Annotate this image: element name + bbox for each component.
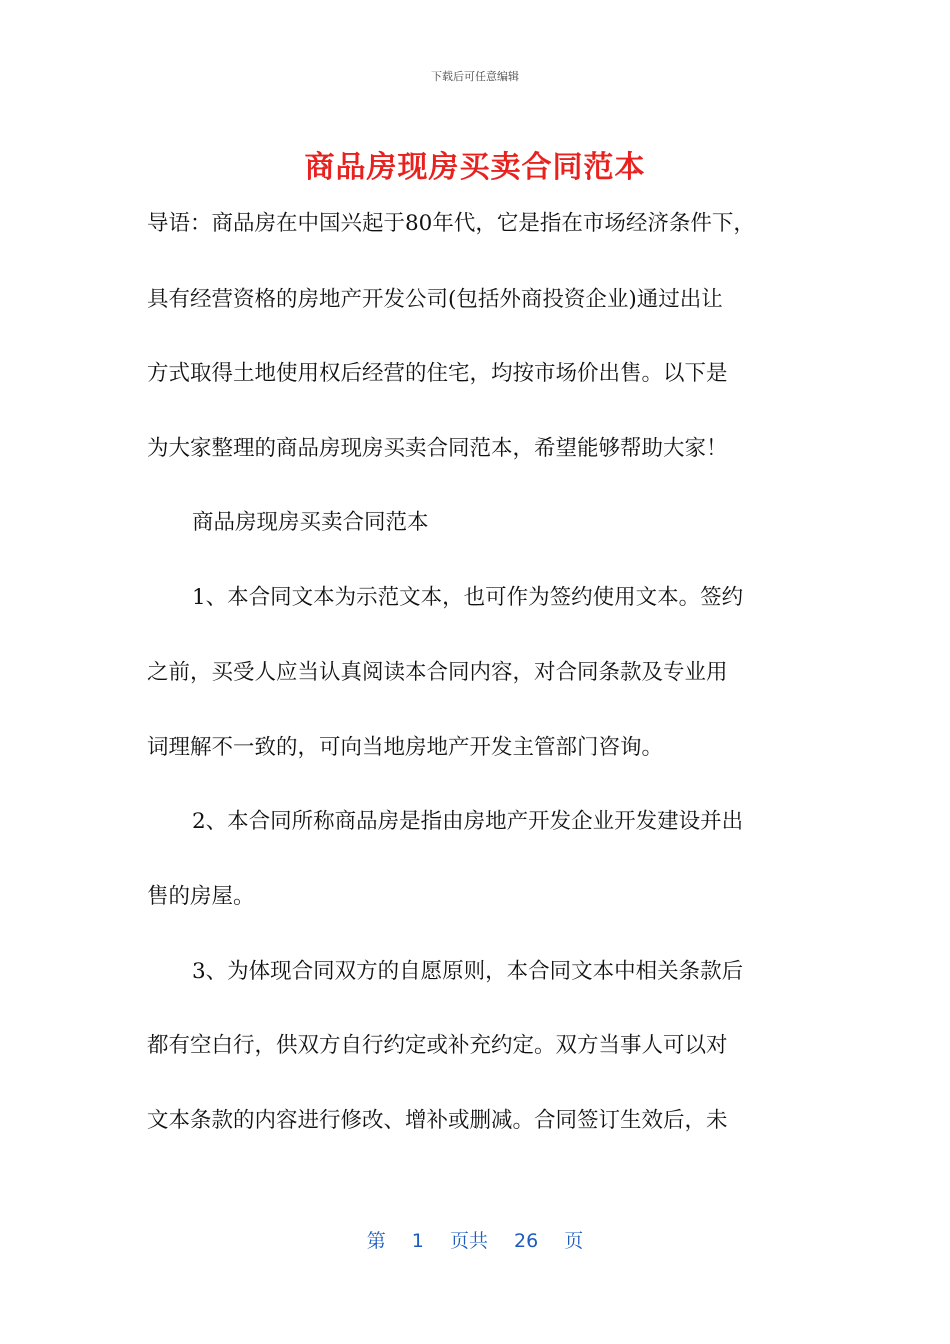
clause-3-line-3: 文本条款的内容进行修改、增补或删减。合同签订生效后，未 [147, 1108, 728, 1133]
intro-line-4: 为大家整理的商品房现房买卖合同范本，希望能够帮助大家！ [147, 436, 728, 461]
intro-line-2: 具有经营资格的房地产开发公司(包括外商投资企业)通过出让 [147, 287, 723, 312]
page-header-note: 下载后可任意编辑 [431, 70, 519, 83]
intro-line-3: 方式取得土地使用权后经营的住宅，均按市场价出售。以下是 [147, 361, 728, 386]
page-number: 1 [411, 1230, 424, 1252]
clause-3-line-1: 3、为体现合同双方的自愿原则，本合同文本中相关条款后 [192, 959, 744, 984]
clause-1-line-3: 词理解不一致的，可向当地房地产开发主管部门咨询。 [147, 735, 664, 760]
intro-line-1: 导语：商品房在中国兴起于80年代，它是指在市场经济条件下， [147, 211, 755, 236]
clause-1-line-2: 之前，买受人应当认真阅读本合同内容，对合同条款及专业用 [147, 660, 728, 685]
section-heading: 商品房现房买卖合同范本 [192, 510, 429, 535]
clause-3-line-2: 都有空白行，供双方自行约定或补充约定。双方当事人可以对 [147, 1033, 728, 1058]
total-pages: 26 [514, 1230, 539, 1252]
page-label: 第 [366, 1230, 386, 1252]
page-footer [0, 1226, 950, 1253]
clause-2-line-1: 2、本合同所称商品房是指由房地产开发企业开发建设并出 [192, 809, 744, 834]
document-title: 商品房现房买卖合同范本 [304, 150, 646, 185]
clause-2-line-2: 售的房屋。 [147, 884, 255, 909]
total-label: 页共 [449, 1230, 488, 1252]
page-suffix: 页 [564, 1230, 584, 1252]
clause-1-line-1: 1、本合同文本为示范文本，也可作为签约使用文本。签约 [192, 585, 744, 610]
